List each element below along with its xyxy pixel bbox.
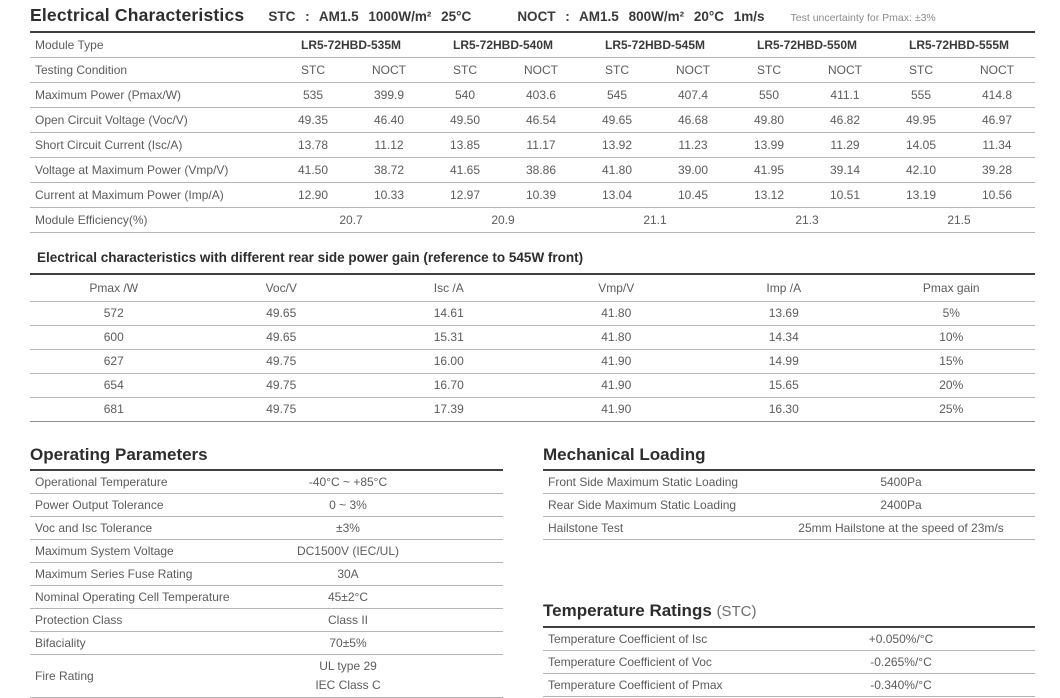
value-cell: 15%: [939, 354, 964, 368]
table-row: [30, 471, 503, 494]
row-label: Open Circuit Voltage (Voc/V): [35, 113, 188, 127]
row-value: -40°C ~ +85°C: [308, 475, 388, 489]
stc-test-condition: STC : AM1.5 1000W/m² 25°C: [268, 9, 472, 24]
value-cell: 11.23: [678, 138, 708, 152]
operating-parameters-title: Operating Parameters: [30, 444, 503, 471]
value-cell: 41.80: [601, 306, 632, 320]
row-value: 45±2°C: [327, 590, 369, 604]
value-cell: 49.65: [266, 306, 297, 320]
table-row: [30, 326, 1035, 350]
value-cell: 41.90: [601, 354, 632, 368]
module-name: LR5-72HBD-555M: [908, 38, 1010, 52]
row-label: Module Efficiency(%): [35, 213, 148, 227]
value-cell: 49.80: [753, 113, 785, 127]
value-cell: 14.61: [433, 306, 464, 320]
table-row-voc: [30, 108, 1035, 133]
row-value: Class II: [327, 613, 368, 627]
value-cell: 403.6: [525, 88, 557, 102]
value-cell: 11.17: [526, 138, 556, 152]
temperature-ratings-table: [543, 600, 1035, 697]
value-cell: 627: [103, 354, 124, 368]
value-cell: 540: [454, 88, 476, 102]
table-row: [30, 586, 503, 609]
row-label: Front Side Maximum Static Loading: [548, 475, 739, 489]
value-cell: 39.00: [677, 163, 709, 177]
value-cell: 681: [103, 402, 124, 416]
value-cell: 13.92: [601, 138, 633, 152]
fire-rating-line2: IEC Class C: [315, 678, 381, 692]
value-cell: 545: [606, 88, 628, 102]
gain-table-title: Electrical characteristics with different rear side power gain (reference to 545W front): [30, 249, 1035, 275]
row-label: Power Output Tolerance: [35, 498, 164, 512]
temperature-ratings-title: [543, 600, 1035, 628]
value-cell: 16.30: [768, 402, 799, 416]
value-cell: 20.9: [491, 213, 515, 227]
temperature-ratings-title-text: Temperature Ratings: [543, 601, 712, 620]
value-cell: 20%: [939, 378, 964, 392]
value-cell: 49.75: [266, 402, 297, 416]
value-cell: 39.28: [981, 163, 1013, 177]
module-name: LR5-72HBD-550M: [756, 38, 858, 52]
temperature-ratings-title-suffix: (STC): [716, 603, 757, 620]
row-value: -0.265%/°C: [870, 655, 932, 669]
value-cell: 49.95: [905, 113, 937, 127]
row-label: Maximum System Voltage: [35, 544, 174, 558]
rear-side-gain-table: [30, 249, 1035, 422]
row-label: Module Type: [35, 38, 104, 52]
value-cell: 41.50: [297, 163, 329, 177]
value-cell: 16.00: [433, 354, 464, 368]
value-cell: 414.8: [981, 88, 1013, 102]
row-value: ±3%: [336, 521, 360, 535]
row-value: 30A: [337, 567, 359, 581]
value-cell: 17.39: [433, 402, 464, 416]
value-cell: 13.99: [753, 138, 785, 152]
module-type-row: [30, 33, 1035, 58]
table-row: [543, 494, 1035, 517]
table-row: [543, 628, 1035, 651]
right-column: [543, 444, 1035, 698]
noct-label: NOCT: [676, 63, 710, 77]
row-label: Rear Side Maximum Static Loading: [548, 498, 737, 512]
value-cell: 41.80: [601, 163, 633, 177]
table-row-isc: [30, 133, 1035, 158]
table-row: [30, 302, 1035, 326]
value-cell: 41.90: [601, 378, 632, 392]
mechanical-loading-table: [543, 444, 1035, 540]
value-cell: 12.90: [297, 188, 329, 202]
value-cell: 12.97: [449, 188, 481, 202]
row-value: DC1500V (IEC/UL): [296, 544, 400, 558]
value-cell: 13.12: [753, 188, 785, 202]
testing-condition-row: [30, 58, 1035, 83]
value-cell: 20.7: [339, 213, 363, 227]
gain-table-header-row: [30, 275, 1035, 302]
value-cell: 654: [103, 378, 124, 392]
value-cell: 14.99: [768, 354, 799, 368]
noct-label: NOCT: [372, 63, 406, 77]
value-cell: 600: [103, 330, 124, 344]
fire-rating-line1: UL type 29: [319, 659, 377, 673]
bottom-section: [30, 444, 1060, 698]
row-value: 70±5%: [329, 636, 367, 650]
value-cell: 13.85: [449, 138, 481, 152]
table-row: [543, 471, 1035, 494]
electrical-characteristics-table: [30, 33, 1035, 233]
value-cell: 49.75: [266, 378, 297, 392]
value-cell: 41.95: [753, 163, 785, 177]
table-row: [30, 517, 503, 540]
row-label: Protection Class: [35, 613, 123, 627]
value-cell: 13.04: [601, 188, 633, 202]
table-row-imp: [30, 183, 1035, 208]
module-efficiency-row: [30, 208, 1035, 233]
mechanical-loading-title: Mechanical Loading: [543, 444, 1035, 471]
value-cell: 15.31: [433, 330, 464, 344]
row-label: Nominal Operating Cell Temperature: [35, 590, 230, 604]
row-label: Temperature Coefficient of Pmax: [548, 678, 723, 692]
value-cell: 10%: [939, 330, 964, 344]
row-value: -0.340%/°C: [870, 678, 932, 692]
value-cell: 41.65: [449, 163, 481, 177]
module-name: LR5-72HBD-545M: [604, 38, 706, 52]
value-cell: 39.14: [829, 163, 861, 177]
row-label: Voltage at Maximum Power (Vmp/V): [35, 163, 229, 177]
value-cell: 11.29: [830, 138, 860, 152]
value-cell: 49.50: [449, 113, 481, 127]
value-cell: 25%: [939, 402, 964, 416]
operating-parameters-table: [30, 444, 503, 698]
value-cell: 42.10: [905, 163, 937, 177]
row-value: 25mm Hailstone at the speed of 23m/s: [798, 521, 1004, 535]
row-label: Testing Condition: [35, 63, 128, 77]
value-cell: 41.90: [601, 402, 632, 416]
value-cell: 13.19: [905, 188, 937, 202]
table-row: [543, 517, 1035, 540]
value-cell: 21.5: [947, 213, 971, 227]
row-label: Current at Maximum Power (Imp/A): [35, 188, 224, 202]
column-header: Imp /A: [766, 281, 802, 295]
row-value: 0 ~ 3%: [329, 498, 367, 512]
value-cell: 46.54: [525, 113, 557, 127]
value-cell: 38.72: [373, 163, 405, 177]
row-value: 5400Pa: [880, 475, 922, 489]
table-row: [543, 651, 1035, 674]
row-label: Hailstone Test: [548, 521, 624, 535]
value-cell: 11.34: [982, 138, 1012, 152]
table-row: [30, 632, 503, 655]
value-cell: 46.97: [981, 113, 1013, 127]
value-cell: 10.45: [677, 188, 709, 202]
noct-label: NOCT: [828, 63, 862, 77]
table-row: [30, 350, 1035, 374]
stc-label: STC: [453, 63, 477, 77]
row-label: Maximum Series Fuse Rating: [35, 567, 193, 581]
noct-label: NOCT: [980, 63, 1014, 77]
row-value: +0.050%/°C: [868, 632, 934, 646]
value-cell: 21.1: [643, 213, 667, 227]
value-cell: 10.33: [373, 188, 405, 202]
value-cell: 49.75: [266, 354, 297, 368]
value-cell: 41.80: [601, 330, 632, 344]
module-name: LR5-72HBD-535M: [300, 38, 402, 52]
value-cell: 535: [302, 88, 324, 102]
stc-label: STC: [605, 63, 629, 77]
value-cell: 21.3: [795, 213, 819, 227]
row-label: Short Circuit Current (Isc/A): [35, 138, 183, 152]
row-label: Temperature Coefficient of Voc: [548, 655, 712, 669]
row-value: 2400Pa: [880, 498, 922, 512]
row-label: Voc and Isc Tolerance: [35, 521, 153, 535]
value-cell: 10.39: [525, 188, 557, 202]
value-cell: 14.34: [768, 330, 799, 344]
electrical-characteristics-header: [30, 5, 1035, 33]
table-row: [30, 563, 503, 586]
row-label: Fire Rating: [35, 669, 94, 683]
value-cell: 572: [103, 306, 124, 320]
fire-rating-row: [30, 655, 503, 698]
module-name: LR5-72HBD-540M: [452, 38, 554, 52]
table-row-pmax: [30, 83, 1035, 108]
value-cell: 49.35: [297, 113, 329, 127]
value-cell: 555: [910, 88, 932, 102]
value-cell: 15.65: [768, 378, 799, 392]
value-cell: 11.12: [374, 138, 404, 152]
value-cell: 46.68: [677, 113, 709, 127]
row-label: Temperature Coefficient of Isc: [548, 632, 708, 646]
value-cell: 399.9: [373, 88, 405, 102]
row-label: Bifaciality: [35, 636, 86, 650]
table-row: [30, 494, 503, 517]
value-cell: 16.70: [433, 378, 464, 392]
column-header: Isc /A: [433, 281, 464, 295]
column-header: Vmp/V: [598, 281, 635, 295]
table-row: [30, 374, 1035, 398]
section-title: Electrical Characteristics: [30, 5, 245, 25]
table-row: [30, 398, 1035, 422]
value-cell: 550: [758, 88, 780, 102]
value-cell: 13.69: [768, 306, 799, 320]
column-header: Pmax gain: [922, 281, 980, 295]
table-row: [543, 674, 1035, 697]
value-cell: 46.82: [829, 113, 861, 127]
pmax-uncertainty-note: Test uncertainty for Pmax: ±3%: [790, 12, 936, 24]
value-cell: 14.05: [905, 138, 937, 152]
noct-label: NOCT: [524, 63, 558, 77]
value-cell: 407.4: [677, 88, 709, 102]
stc-label: STC: [909, 63, 933, 77]
value-cell: 38.86: [525, 163, 557, 177]
stc-label: STC: [757, 63, 781, 77]
table-row: [30, 540, 503, 563]
row-value: [218, 657, 478, 695]
value-cell: 5%: [942, 306, 960, 320]
value-cell: 49.65: [601, 113, 633, 127]
value-cell: 49.65: [266, 330, 297, 344]
row-label: Maximum Power (Pmax/W): [35, 88, 182, 102]
stc-label: STC: [301, 63, 325, 77]
value-cell: 46.40: [373, 113, 405, 127]
value-cell: 10.51: [829, 188, 861, 202]
column-header: Voc/V: [265, 281, 297, 295]
table-row-vmp: [30, 158, 1035, 183]
noct-test-condition: NOCT : AM1.5 800W/m² 20°C 1m/s: [517, 9, 765, 24]
value-cell: 10.56: [981, 188, 1013, 202]
column-header: Pmax /W: [89, 281, 139, 295]
value-cell: 411.1: [830, 88, 860, 102]
value-cell: 13.78: [297, 138, 329, 152]
row-label: Operational Temperature: [35, 475, 168, 489]
table-row: [30, 609, 503, 632]
